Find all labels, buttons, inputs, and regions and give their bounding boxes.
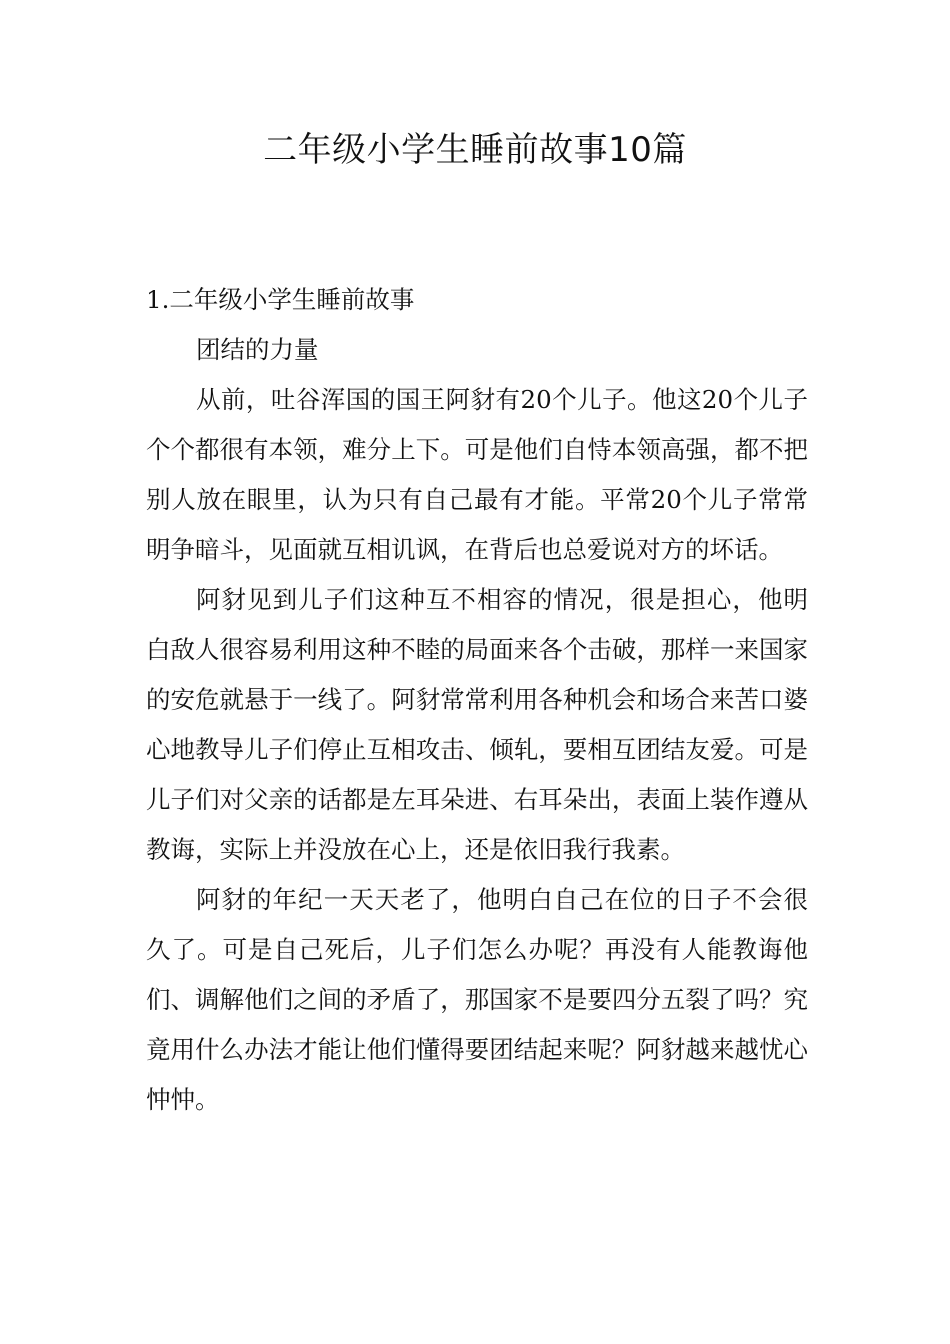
paragraph-3: 阿豺的年纪一天天老了，他明白自己在位的日子不会很久了。可是自己死后，儿子们怎么办呢？再没有人能教诲他们、调解他们之间的矛盾了，那国家不是要四分五裂了吗？究竟用什么办法才能让他们懂得要团结起来呢？阿豺越来越忧心忡忡。: [146, 885, 808, 1114]
paragraph-2: 阿豺见到儿子们这种互不相容的情况，很是担心，他明白敌人很容易利用这种不睦的局面来各个击破，那样一来国家的安危就悬于一线了。阿豺常常利用各种机会和场合来苦口婆心地教导儿子们停止互相攻击、倾轧，要相互团结友爱。可是儿子们对父亲的话都是左耳朵进、右耳朵出，表面上装作遵从教诲，实际上并没放在心上，还是依旧我行我素。: [146, 585, 808, 864]
document-title: 二年级小学生睡前故事10篇: [263, 130, 687, 170]
section-heading: 1.二年级小学生睡前故事: [146, 285, 415, 314]
document-body: [146, 275, 808, 1125]
paragraph-1: 从前，吐谷浑国的国王阿豺有20个儿子。他这20个儿子个个都很有本领，难分上下。可是他们自恃本领高强，都不把别人放在眼里，认为只有自己最有才能。平常20个儿子常常明争暗斗，见面就互相讥讽，在背后也总爱说对方的坏话。: [146, 385, 808, 564]
story-title: 团结的力量: [196, 335, 319, 364]
